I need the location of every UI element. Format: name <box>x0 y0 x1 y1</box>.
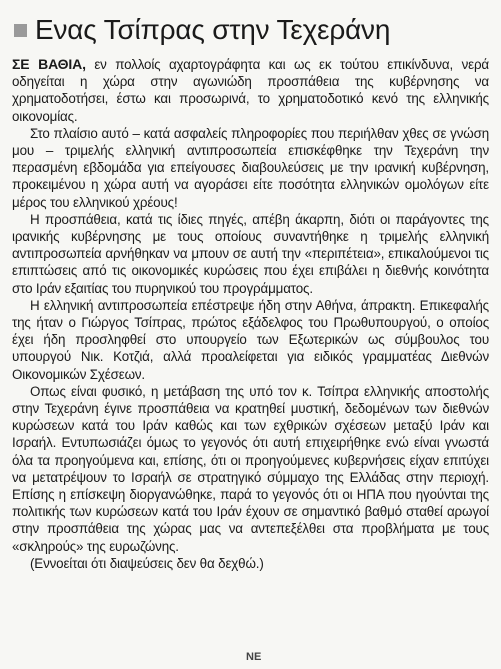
lead-word: ΣΕ ΒΑΘΙΑ, <box>12 56 86 72</box>
article-body <box>12 56 489 572</box>
headline-row <box>12 10 489 50</box>
lead-text: εν πολλοίς αχαρτογράφητα και ως εκ τούτου επικίνδυνα, νερά οδηγείται η χώρα στην αγωνιώδη προσπάθεια της κυβέρνησης να χρηματοδοτήσει, έστω και προσωρινά, το χρηματοδοτικό κενό της ελληνικής οικονομίας. <box>12 57 490 124</box>
paragraph-2: Η προσπάθεια, κατά τις ίδιες πηγές, απέβη άκαρπη, διότι οι παράγοντες της ιρανικής κυβέρνησης με τους οποίους συναντήθηκε η τριμελής ελληνική αντιπροσωπεία αρνήθηκαν να μπουν σε αυτή την «περιπέτεια», επικαλούμενοι τις επιπτώσεις από τις οικονομικές κυρώσεις που έχει επιβάλει η διεθνής κοινότητα στο Ιράν εξαιτίας του πυρηνικού του προγράμματος. <box>12 211 489 296</box>
paragraph-3: Η ελληνική αντιπροσωπεία επέστρεψε ήδη στην Αθήνα, άπρακτη. Επικεφαλής της ήταν ο Γιώργος Τσίπρας, πρώτος εξάδελφος του Πρωθυπουργού, ο οποίος έχει ήδη προσληφθεί στο υπουργείο των Εξωτερικών ως σύμβουλος του υπουργού Νικ. Κοτζιά, αλλά προαλείφεται για ειδικός γραμματέας Διεθνών Οικονομικών Σχέσεων. <box>12 297 489 382</box>
closing-note: (Εννοείται ότι διαψεύσεις δεν θα δεχθώ.) <box>30 555 264 571</box>
paragraph-4: Οπως είναι φυσικό, η μετάβαση της υπό τον κ. Τσίπρα ελληνικής αποστολής στην Τεχεράνη έγινε προσπάθεια να κρατηθεί μυστική, δεδομένων των διεθνών κυρώσεων κατά του Ιράν καθώς και των εχθρικών σχέσεων μεταξύ Ιράν και Ισραήλ. Εντυπωσιάζει όμως το γεγονός ότι αυτή επιχειρήθηκε ενώ είναι γνωστά όλα τα προηγούμενα και, επίσης, ότι οι προηγούμενες κυβερνήσεις είχαν επιτύχει να μετατρέψουν το Ισραήλ σε στρατηγικό σύμμαχο της Ελλάδας στην περιοχή. Επίσης η επίσκεψη διοργανώθηκε, παρά το γεγονός ότι οι ΗΠΑ που ηγούνται της πολιτικής των κυρώσεων κατά του Ιράν έχουν σε σημαντικό βαθμό σταθεί αρωγοί στην προσπάθεια της χώρας μας να αντεπεξέλθει στα προβλήματα με τους «σκληρούς» της ευρωζώνης. <box>12 383 489 554</box>
bullet-square-icon <box>14 24 27 37</box>
article-title: Ενας Τσίπρας στην Τεχεράνη <box>35 14 391 45</box>
lead-paragraph <box>12 56 489 125</box>
paragraph-1: Στο πλαίσιο αυτό – κατά ασφαλείς πληροφορίες που περιήλθαν χθες σε γνώση μου – τριμελής ελληνική αντιπροσωπεία επισκέφθηκε την Τεχεράνη την περασμένη εβδομάδα για επείγουσες διαβουλεύσεις με την ιρανική κυβέρνηση, προκειμένου η χώρα αυτή να αγοράσει είτε ποσότητα ελληνικών ομολόγων είτε μέρος του ελληνικού χρέους! <box>12 125 489 210</box>
footer-mark: ΝΕ <box>246 651 262 663</box>
